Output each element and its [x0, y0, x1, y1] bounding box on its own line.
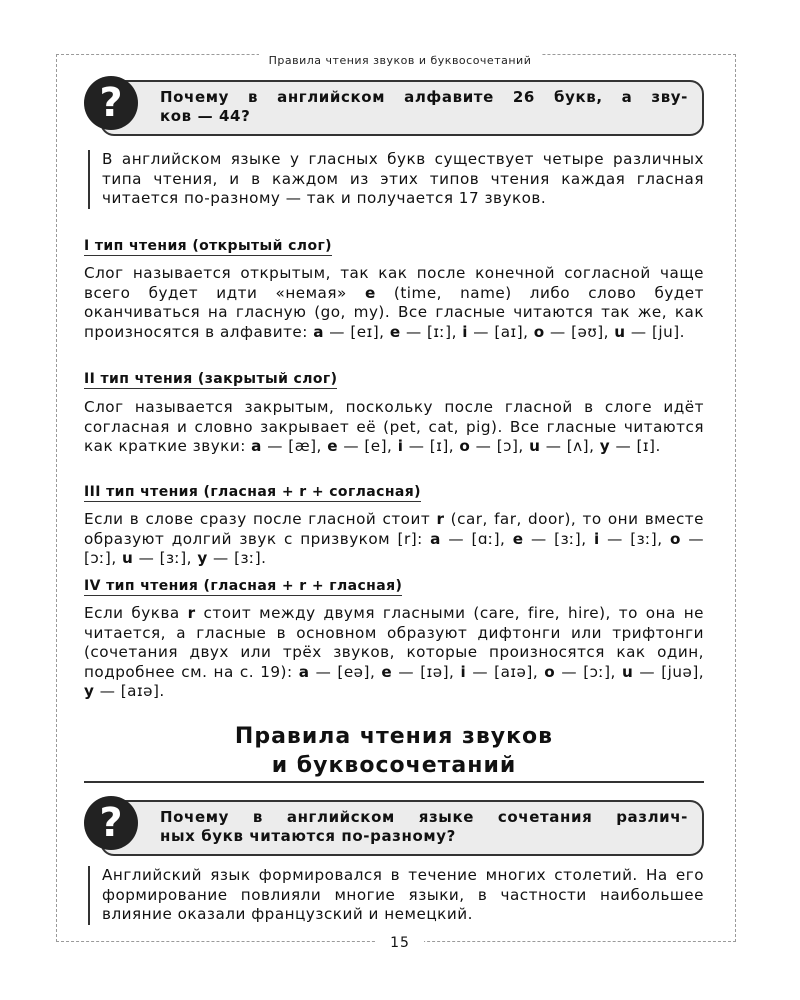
- vowel-letter: a: [430, 529, 441, 548]
- question-mark-icon: ?: [84, 796, 138, 850]
- vowel-sound: [ɑː]: [471, 529, 501, 548]
- vowel-letter: e: [327, 437, 338, 455]
- section-rule: [84, 781, 704, 783]
- type-3-text: Если в слове сразу после гласной стоит r (car, far, door), то они вместе образуют долгий звук с призвуком [r]: a — [ɑː], e — [ɜː], i — [ɜː], o — [ɔː], u — [ɜː], y — [ɜː].: [84, 510, 705, 567]
- vowel-letter: y: [84, 682, 95, 700]
- type-2-title: II тип чтения (закрытый слог): [84, 371, 338, 387]
- type-1-title: I тип чтения (открытый слог): [84, 238, 332, 254]
- vowel-sound: [ju]: [651, 322, 680, 341]
- vowel-letter: e: [381, 662, 393, 681]
- vowel-sound: [ɪ]: [636, 437, 656, 455]
- vowel-sound: [e]: [364, 437, 388, 455]
- outro-paragraph: Английский язык формировался в течение многих столетий. На его формирование повлияли многие языки, в частности наибольшее влияние оказали французский и немецкий.: [88, 866, 704, 925]
- vowel-letter: o: [533, 322, 545, 341]
- vowel-sound: [ɔː]: [84, 549, 112, 567]
- type-3-title: III тип чтения (гласная + r + согласная): [84, 484, 421, 500]
- vowel-letter: e: [389, 322, 401, 341]
- vowel-sound: [aɪə]: [494, 662, 533, 681]
- vowel-letter: a: [298, 662, 310, 681]
- vowel-sound: [eə]: [337, 662, 370, 681]
- vowel-sound: [eɪ]: [350, 322, 380, 341]
- question-box-2: [92, 800, 704, 856]
- vowel-sound: [ɪː]: [426, 322, 452, 341]
- type-4-text: Если буква r стоит между двумя гласными (care, fire, hire), то она не читается, а гласные в основном образуют дифтонги или трифтонги (сочетания двух или трёх звуков, которые произносятся как один, подробнее см. на с. 19): a — [eə], e — [ɪə], i — [aɪə], o — [ɔː], u — [juə], y — [aɪə].: [84, 604, 705, 700]
- vowel-sound: [ʌ]: [566, 437, 590, 455]
- vowel-letter: o: [544, 662, 556, 681]
- vowel-sound: [ɜː]: [234, 549, 262, 567]
- vowel-sound: [ɪ]: [429, 437, 449, 455]
- question-2-text: Почему в английском языке сочетания различ- ных букв читаются по-разному?: [160, 808, 688, 845]
- vowel-letter: u: [121, 549, 134, 567]
- vowel-letter: i: [460, 662, 467, 681]
- vowel-sound: [ɜː]: [159, 549, 187, 567]
- type-4-title: IV тип чтения (гласная + r + гласная): [84, 578, 403, 594]
- vowel-letter: i: [397, 437, 404, 455]
- vowel-letter: u: [621, 662, 634, 681]
- vowel-sound: [ɜː]: [630, 529, 658, 548]
- vowel-letter: i: [462, 322, 468, 341]
- vowel-letter: y: [599, 437, 611, 455]
- question-mark-icon: ?: [84, 76, 138, 130]
- vowel-sound: [juə]: [661, 662, 699, 681]
- intro-paragraph: В английском языке у гласных букв существует четыре различных типа чтения, и в каждом из этих типов чтения каждая гласная читается по-разному — так и получается 17 звуков.: [88, 150, 704, 209]
- type-2-text: Слог называется закрытым, поскольку после гласной в слоге идёт согласная и словно закрывает её (pet, cat, pig). Все гласные читаются как краткие звуки: a — [æ], e — [e], i — [ɪ], o — [ɔ], u — [ʌ], y — [ɪ].: [84, 398, 704, 455]
- vowel-sound: [əʊ]: [571, 322, 604, 341]
- vowel-sound: [ɔː]: [583, 662, 611, 681]
- running-head: Правила чтения звуков и буквосочетаний: [0, 49, 800, 68]
- vowel-letter: u: [614, 322, 626, 341]
- question-1-text: Почему в английском алфавите 26 букв, а зву- ков — 44?: [160, 88, 688, 125]
- vowel-letter: o: [459, 437, 471, 455]
- vowel-sound: [ɪə]: [420, 662, 450, 681]
- vowel-sound: [aɪə]: [120, 682, 160, 700]
- question-box-1: [92, 80, 704, 136]
- vowel-sound: [aɪ]: [494, 322, 524, 341]
- vowel-letter: o: [669, 529, 681, 548]
- section-heading: Правила чтения звуков и буквосочетаний: [234, 724, 554, 778]
- type-1-text: Слог называется открытым, так как после конечной согласной чаще всего будет идти «немая» e (time, name) либо слово будет оканчиваться на гласную (go, my). Все гласные читаются так же, как произносятся в алфавите: a — [eɪ], e — [ɪː], i — [aɪ], o — [əʊ], u — [ju].: [84, 264, 704, 341]
- page-number: 15: [0, 932, 800, 951]
- vowel-sound: [æ]: [288, 437, 317, 455]
- vowel-letter: u: [529, 437, 541, 455]
- vowel-letter: y: [197, 549, 208, 567]
- vowel-letter: i: [593, 529, 600, 548]
- vowel-letter: e: [512, 529, 524, 548]
- vowel-letter: a: [313, 322, 324, 341]
- vowel-letter: a: [251, 437, 262, 455]
- vowel-sound: [ɔ]: [496, 437, 519, 455]
- vowel-sound: [ɜː]: [554, 529, 582, 548]
